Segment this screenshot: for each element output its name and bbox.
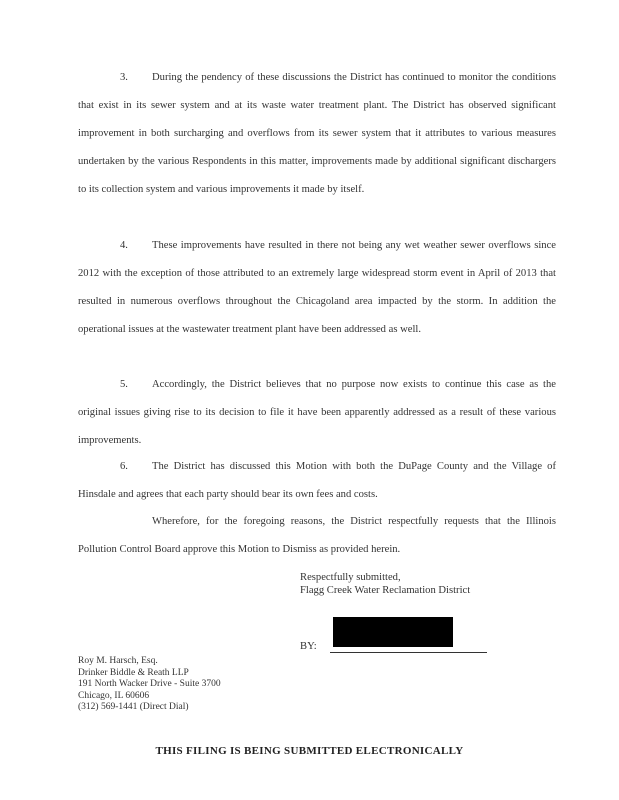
paragraph-6 <box>78 453 556 509</box>
electronic-filing-notice: THIS FILING IS BEING SUBMITTED ELECTRONICALLY <box>155 745 464 757</box>
party-name: Flagg Creek Water Reclamation District <box>300 585 471 596</box>
paragraph-number: 3. <box>120 72 128 83</box>
attorney-phone: (312) 569-1441 (Direct Dial) <box>78 702 189 712</box>
paragraph-5 <box>78 371 556 455</box>
paragraph-text: These improvements have resulted in there not being any wet weather sewer overflows since 2012 with the exception of those attributed to an extremely large widespread storm event in April of 2013 that resulted in numerous overflows throughout the Chicagoland area impacted by the storm. In addition the operational issues at the wastewater treatment plant have been addressed as well. <box>78 240 556 335</box>
paragraph-text: During the pendency of these discussions the District has continued to monitor the conditions that exist in its sewer system and at its waste water treatment plant. The District has observed significant improvement in both surcharging and overflows from its sewer system that it attributes to various measures undertaken by the various Respondents in this matter, improvements made by additional significant dischargers to its collection system and various improvements it made by itself. <box>78 72 556 195</box>
attorney-name: Roy M. Harsch, Esq. <box>78 656 158 666</box>
closing-text: Respectfully submitted, <box>300 572 401 583</box>
by-label: BY: <box>300 641 317 652</box>
paragraph-text: The District has discussed this Motion with both the DuPage County and the Village of Hinsdale and agrees that each party should bear its own fees and costs. <box>78 461 556 500</box>
paragraph-number: 4. <box>120 240 128 251</box>
wherefore-text: Wherefore, for the foregoing reasons, the District respectfully requests that the Illinois Pollution Control Board approve this Motion to Dismiss as provided herein. <box>78 516 556 555</box>
paragraph-3 <box>78 64 556 204</box>
attorney-block <box>78 656 221 714</box>
paragraph-text: Accordingly, the District believes that no purpose now exists to continue this case as the original issues giving rise to its decision to file it have been apparently addressed as a result of these various improvements. <box>78 379 556 446</box>
paragraph-4 <box>78 232 556 344</box>
attorney-city: Chicago, IL 60606 <box>78 690 150 701</box>
paragraph-number: 6. <box>120 461 128 472</box>
redacted-signature <box>333 617 453 647</box>
wherefore-paragraph <box>78 508 556 564</box>
attorney-street: 191 North Wacker Drive - Suite 3700 <box>78 679 221 689</box>
paragraph-number: 5. <box>120 379 128 390</box>
attorney-firm: Drinker Biddle & Reath LLP <box>78 667 189 678</box>
signature-line <box>330 652 487 653</box>
signature-block <box>300 571 470 597</box>
